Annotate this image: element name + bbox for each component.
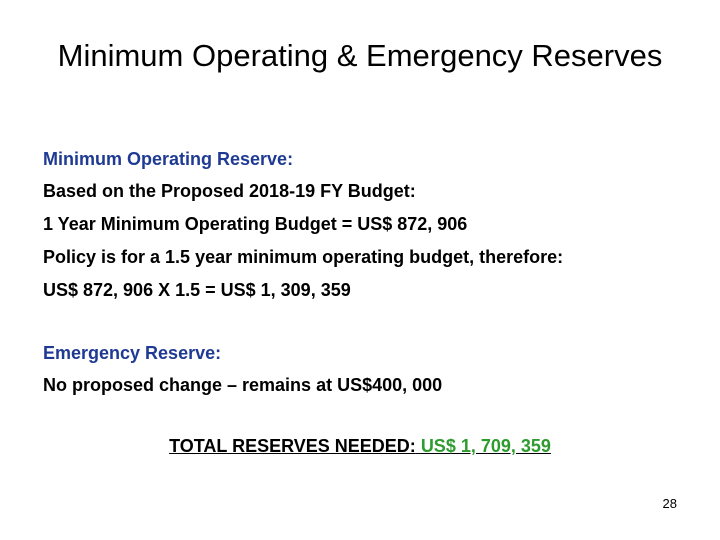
total-reserves-amount: US$ 1, 709, 359 [420,436,551,456]
budget-basis-text: Based on the Proposed 2018-19 FY Budget: [43,181,416,201]
emergency-reserve-text: No proposed change – remains at US$400, 000 [43,375,443,395]
total-reserves-label: TOTAL RESERVES NEEDED: [169,436,416,456]
emergency-reserve-heading: Emergency Reserve: [43,343,222,363]
one-year-budget-text: 1 Year Minimum Operating Budget = US$ 872, 906 [43,214,468,234]
total-reserves-line [0,436,720,457]
slide-title: Minimum Operating & Emergency Reserves [57,38,663,73]
policy-text: Policy is for a 1.5 year minimum operating budget, therefore: [43,247,564,267]
page-number: 28 [662,496,677,511]
operating-calculation-text: US$ 872, 906 X 1.5 = US$ 1, 309, 359 [43,280,351,300]
operating-reserve-heading: Minimum Operating Reserve: [43,149,294,169]
